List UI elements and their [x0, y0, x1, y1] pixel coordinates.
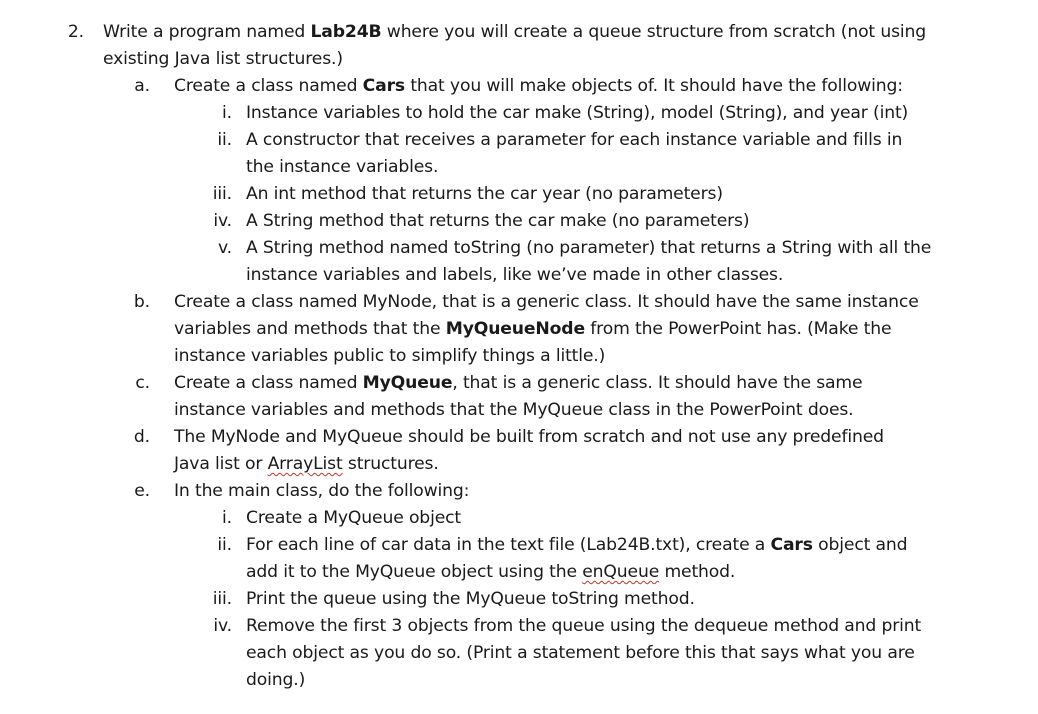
sub-d-marker: d.: [133, 427, 150, 447]
program-name: Lab24B: [310, 22, 382, 42]
sub-b-marker: b.: [133, 292, 150, 312]
item-marker: 2.: [67, 22, 84, 42]
spellcheck-word-arraylist: ArrayList: [267, 454, 343, 474]
class-name-myqueue: MyQueue: [362, 373, 453, 393]
sub-e-marker: e.: [134, 481, 150, 501]
class-name-cars: Cars: [362, 76, 405, 96]
class-name-myqueuenode: MyQueueNode: [445, 319, 585, 339]
sub-a-marker: a.: [134, 76, 150, 96]
sub-c-marker: c.: [135, 373, 150, 393]
spellcheck-word-enqueue: enQueue: [582, 562, 660, 582]
